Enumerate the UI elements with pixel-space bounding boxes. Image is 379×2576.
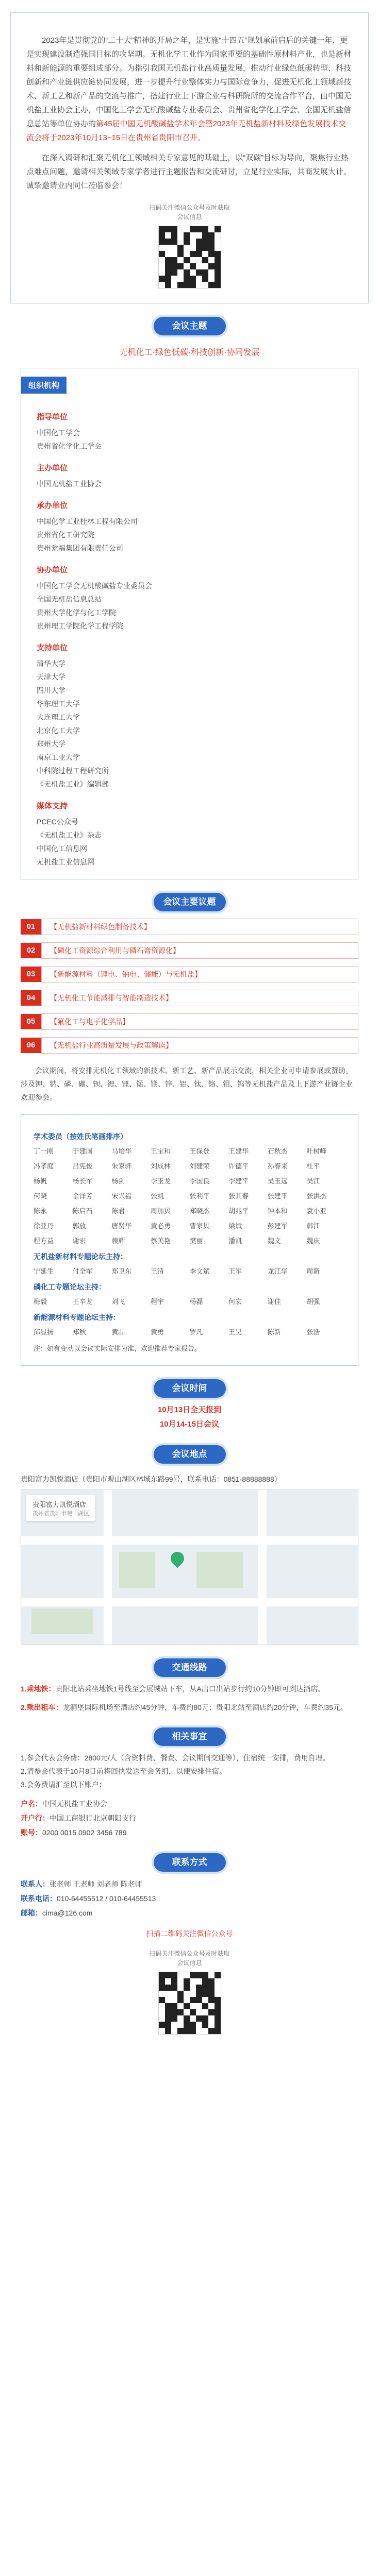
section-title-org: 组织机构: [21, 377, 67, 394]
expert-name: 谢佳: [267, 1298, 281, 1306]
expert-name: 张建平: [267, 1192, 288, 1200]
expert-name: 杨帆: [34, 1177, 47, 1185]
contact-list: [21, 1877, 358, 1920]
expert-name: 陈新: [267, 1328, 281, 1336]
org-item: 清华大学: [37, 659, 65, 668]
traffic-list: [0, 1682, 379, 1714]
org-item: 中国化工学会: [37, 429, 80, 437]
footer-qr-caption: 扫码关注微信公众号及时获取会议信息: [149, 1950, 230, 1967]
expert-name: 程方益: [34, 1237, 54, 1245]
location-map[interactable]: [21, 1489, 358, 1645]
org-item: 全国无机盐信息总站: [37, 595, 102, 603]
fee-item: 2.请参会代表于10月8日前将回执发送至会务组，以便安排住宿。: [21, 1767, 227, 1775]
topic-number: 06: [21, 1038, 41, 1053]
fee-list: [21, 1751, 358, 1791]
topics-list: [0, 919, 379, 1054]
org-item: 贵州省化学化工学会: [37, 442, 102, 450]
traffic-label: 1.乘地铁：: [21, 1685, 56, 1693]
map-road: [104, 1490, 112, 1645]
expert-name: 丁一刚: [34, 1147, 54, 1155]
expert-name: 张凯: [150, 1192, 164, 1200]
expert-name: 黄晶: [111, 1328, 125, 1336]
experts-foot: 注：如有变动以会议实际安排为准，欢迎推荐专家报告。: [34, 1345, 202, 1352]
fee-item: 1.参会代表会务费：2800元/人（含资料费、餐费、会议期间交通等），住宿统一安排，费用自理。: [21, 1754, 330, 1762]
expert-name: 赖辉: [111, 1237, 125, 1245]
expert-name: 徐亚丹: [34, 1222, 54, 1230]
qr-code-icon: [158, 226, 221, 289]
expert-name: 马培华: [111, 1147, 132, 1155]
expert-name: 宁延生: [34, 1267, 54, 1275]
expert-name: 吴玉远: [267, 1177, 288, 1185]
traffic-item: [21, 1701, 358, 1714]
expert-name: 罗凡: [189, 1328, 203, 1336]
contact-row: [21, 1906, 358, 1920]
expert-name: 吴江: [306, 1177, 320, 1185]
contact-label: 联系人：: [21, 1880, 50, 1888]
org-item: 南京工业大学: [37, 753, 80, 761]
org-item: 华东理工大学: [37, 700, 80, 708]
org-group-head: 指导单位: [37, 413, 68, 421]
org-group-head: 承办单位: [37, 501, 68, 510]
expert-name: 叶树峰: [306, 1147, 327, 1155]
experts-group-head: 无机盐新材料专题论坛主持：: [34, 1252, 127, 1261]
topic-text: 【无机化工节能减排与智能制造技术】: [41, 990, 358, 1006]
expert-name: 王保登: [189, 1147, 210, 1155]
expert-name: 梁斌: [228, 1222, 242, 1230]
expert-name: 胡兆平: [228, 1207, 249, 1215]
org-item: 大连理工大学: [37, 713, 80, 721]
expert-name: 李建平: [228, 1177, 249, 1185]
expert-name: 王军: [228, 1267, 242, 1275]
traffic-text: 贵阳北站乘坐地铁1号线至会展城站下车，从A出口出站步行约10分钟即可到达酒店。: [55, 1685, 325, 1693]
bank-list: [21, 1797, 358, 1840]
qr-code-icon: [158, 1972, 221, 2035]
section-title-topics: 会议主要议题: [154, 893, 226, 911]
expert-name: 杨磊: [189, 1298, 203, 1306]
map-road: [258, 1490, 267, 1645]
expert-name: 袁小亚: [306, 1207, 327, 1215]
topic-number: 02: [21, 943, 41, 958]
expert-name: 于建国: [72, 1147, 93, 1155]
traffic-item: [21, 1682, 358, 1696]
expert-name: 谢宏: [72, 1237, 86, 1245]
expert-name: 刘飞: [111, 1298, 125, 1306]
expert-name: 杜平: [306, 1162, 320, 1170]
location-text: 贵阳富力凯悦酒店（贵阳市观山湖区林城东路99号，联系电话：0851-88888888）: [21, 1475, 282, 1483]
expert-name: 潘凯: [228, 1237, 242, 1245]
section-title-traffic: 交通线路: [154, 1658, 226, 1677]
expert-name: 许德平: [228, 1162, 249, 1170]
expert-name: 曹家贝: [189, 1222, 210, 1230]
expert-name: 钟本和: [267, 1207, 288, 1215]
expert-name: 孙春来: [267, 1162, 288, 1170]
bank-row: [21, 1797, 358, 1811]
org-box: [21, 368, 358, 879]
expert-name: 黄必勇: [150, 1222, 171, 1230]
org-item: 贵州大学化学与化工学院: [37, 608, 116, 617]
expert-name: 杨剑: [111, 1177, 125, 1185]
contact-value[interactable]: cima@126.com: [42, 1909, 93, 1917]
topic-row: [21, 990, 358, 1006]
bank-row: [21, 1825, 358, 1840]
org-item: 中国无机盐工业协会: [37, 480, 102, 488]
expert-name: 李玉龙: [150, 1177, 171, 1185]
org-item: 无机盐工业信息网: [37, 858, 94, 866]
time-line-1: 10月13日全天报到: [157, 1405, 222, 1414]
org-group-head: 媒体支持: [37, 802, 68, 810]
intro-paragraph-2: 在深入调研和汇聚无机化工领域相关专家意见的基础上，以“双碳”目标为导向，聚焦行业热点难点问题，邀请相关领域专家学者进行主题报告和交流研讨，立足行业实际，共商发展大计。诚挚邀请业内同仁莅临参会！: [26, 154, 352, 190]
org-group-head: 主办单位: [37, 464, 68, 472]
experts-groups: [34, 1251, 345, 1336]
map-block: [31, 1608, 93, 1634]
time-line-2: 10月14-15日会议: [159, 1420, 220, 1429]
experts-group-head: 磷化工专题论坛主持：: [34, 1283, 106, 1291]
traffic-label: 2.乘出租车：: [21, 1703, 63, 1711]
experts-grid: [34, 1146, 345, 1245]
topic-number: 04: [21, 990, 41, 1006]
map-place-sub: 贵州省贵阳市观山湖区: [32, 1511, 89, 1517]
contact-value: 010-64455512 / 010-64455513: [57, 1894, 156, 1903]
section-title-time: 会议时间: [154, 1379, 226, 1398]
topic-row: [21, 919, 358, 935]
topic-number: 03: [21, 967, 41, 982]
expert-name: 何晓: [34, 1192, 47, 1200]
expert-name: 张洪杰: [306, 1192, 327, 1200]
map-block: [196, 1552, 243, 1588]
map-block: [119, 1552, 155, 1588]
org-item: 《无机盐工业》编辑部: [37, 780, 109, 788]
topic-row: [21, 1013, 358, 1030]
org-item: 《无机盐工业》杂志: [37, 831, 102, 839]
topic-text: 【新能源材料（锂电、钠电、储能）与无机盐】: [41, 966, 358, 982]
section-title-fee: 相关事宜: [154, 1727, 226, 1746]
section-title-theme: 会议主题: [154, 317, 226, 335]
expert-name: 周新: [306, 1267, 320, 1275]
expert-name: 吕宪俊: [72, 1162, 93, 1170]
expert-name: 郭放: [72, 1222, 86, 1230]
scan-line: 扫描二维码关注微信公众号: [146, 1929, 233, 1938]
org-item: 中国化工信息网: [37, 844, 87, 853]
page: [0, 12, 379, 2059]
topic-text: 【无机盐新材料绿色制备技术】: [41, 919, 358, 935]
topic-row: [21, 966, 358, 982]
expert-name: 程宇: [150, 1298, 164, 1306]
expert-name: 唐贤华: [111, 1222, 132, 1230]
expert-name: 张利平: [189, 1192, 210, 1200]
expert-name: 胡强: [306, 1298, 320, 1306]
expert-name: 郑秋: [72, 1328, 86, 1336]
expert-name: 樊丽: [189, 1237, 203, 1245]
contact-label: 邮箱：: [21, 1909, 42, 1917]
bank-row: [21, 1811, 358, 1825]
experts-group-grid: [34, 1266, 345, 1276]
bank-value: 中国工商银行北京朝阳支行: [50, 1814, 136, 1822]
topic-text: 【氟化工与电子化学品】: [41, 1013, 358, 1030]
expert-name: 李国良: [189, 1177, 210, 1185]
org-item: 中科院过程工程研究所: [37, 767, 109, 775]
map-pin-icon[interactable]: [168, 1549, 187, 1568]
bank-label: 开户行：: [21, 1814, 50, 1822]
map-road: [21, 1598, 358, 1606]
expert-name: 刘建荣: [189, 1162, 210, 1170]
expert-name: 彭建军: [267, 1222, 288, 1230]
topic-row: [21, 1037, 358, 1054]
expert-name: 龙江华: [267, 1267, 288, 1275]
org-item: 郑州大学: [37, 740, 65, 748]
topic-text: 【无机盐行业高质量发展与政策解读】: [41, 1037, 358, 1054]
intro-qr-caption: 扫码关注微信公众号及时获取会议信息: [149, 204, 230, 221]
contact-label: 联系电话：: [21, 1894, 57, 1903]
expert-name: 郑卫东: [111, 1267, 132, 1275]
expert-name: 冯孝庭: [34, 1162, 54, 1170]
section-title-contact: 联系方式: [154, 1853, 226, 1872]
org-item: 贵州省化工研究院: [37, 531, 94, 539]
experts-box: [21, 1114, 358, 1366]
expert-name: 周加贝: [150, 1207, 171, 1215]
contact-row: [21, 1877, 358, 1891]
theme-text: 无机化工·绿色低碳·科技创新·协同发展: [119, 348, 260, 357]
experts-group-grid: [34, 1296, 345, 1306]
expert-name: 张其春: [228, 1192, 249, 1200]
bank-label: 账号：: [21, 1828, 42, 1837]
intro-qr-block: [149, 203, 231, 289]
fee-item: 3.会务费请汇至以下账户：: [21, 1781, 106, 1789]
expert-name: 陈君: [111, 1207, 125, 1215]
intro-paragraph-1: 2023年是贯彻党的“二十大”精神的开局之年，是实施“十四五”规划承前启后的关键一年，更是实现建设制造强国目标的攻坚期。无机化学工业作为国家重要的基础性原材料产业，也是新材料和新能源的重要组成部分。为指引我国无机盐行业高质量发展，推动行业绿色低碳转型、科技创新和产业链供应链协同发展，进一步提升行业整体实力与国际竞争力，促进无机化工领域新技术、新工艺和新产品的交流与推广，搭建行业上下游企业与科研院所的交流合作平台，由中国无机盐工业协会主办，中国化工学会无机酸碱盐专业委员会、贵州省化学化工学会、全国无机盐信息总站等单位协办的第45届中国无机酸碱盐学术年会暨2023年无机盐新材料及绿色发展技术交流会将于2023年10月13~15日在贵州省贵阳市召开。: [26, 36, 352, 142]
footer-qr-block: [149, 1949, 231, 2059]
org-item: 四川大学: [37, 686, 65, 694]
expert-name: 付全军: [72, 1267, 93, 1275]
intro-highlight: 第45届中国无机酸碱盐学术年会暨2023年无机盐新材料及绿色发展技术交流会将于2023年10月13~15日在贵州省贵阳市召开。: [26, 120, 347, 142]
expert-name: 魏文: [267, 1237, 281, 1245]
contact-value: 张老师 王老师 刘老师 陈老师: [50, 1880, 142, 1888]
traffic-text: 龙洞堡国际机场至酒店约45分钟，车费约80元；贵阳北站至酒店约20分钟，车费约35元。: [62, 1703, 348, 1711]
org-item: PCEC公众号: [37, 818, 78, 826]
expert-name: 黄勇: [150, 1328, 164, 1336]
expert-name: 王昊: [228, 1328, 242, 1336]
org-item: 天津大学: [37, 673, 65, 681]
expert-name: 杨长军: [72, 1177, 93, 1185]
expert-name: 王清: [150, 1267, 164, 1275]
intro-frame: [10, 12, 369, 303]
expert-name: 石秋杰: [267, 1147, 288, 1155]
expert-name: 何宏: [228, 1298, 242, 1306]
expert-name: 李文斌: [189, 1267, 210, 1275]
expert-name: 余泽芳: [72, 1192, 93, 1200]
topic-text: 【磷化工资源综合利用与磷石膏资源化】: [41, 942, 358, 959]
expert-name: 王辛龙: [72, 1298, 93, 1306]
expert-name: 陈永: [34, 1207, 47, 1215]
topics-note: 会议期间，将安排无机化工领域的新技术、新工艺、新产品展示交流，相关企业可申请参展或赞助。涉及钾、钠、磷、硼、钡、锶、锂、锰、镁、锌、铝、钛、铬、钼、钨等无机盐产品及上下游产业链企业欢迎参会。: [21, 1066, 353, 1101]
section-title-location: 会议地点: [154, 1445, 226, 1464]
topic-row: [21, 942, 358, 959]
experts-group-head: 新能源材料专题论坛主持：: [34, 1313, 120, 1321]
contact-row: [21, 1891, 358, 1906]
org-list: [37, 411, 342, 869]
expert-name: 魏庆: [306, 1237, 320, 1245]
map-place-name: 贵阳富力凯悦酒店: [32, 1501, 87, 1509]
expert-name: 朱家骅: [111, 1162, 132, 1170]
expert-name: 梅毅: [34, 1298, 47, 1306]
expert-name: 王建华: [228, 1147, 249, 1155]
org-group-head: 支持单位: [37, 643, 68, 652]
topic-number: 01: [21, 919, 41, 935]
expert-name: 刘成林: [150, 1162, 171, 1170]
expert-name: 邱显扬: [34, 1328, 54, 1336]
expert-name: 郑晓杰: [189, 1207, 210, 1215]
org-item: 贵州瓮福集团有限责任公司: [37, 544, 123, 552]
org-item: 贵州理工学院化学工程学院: [37, 622, 123, 630]
org-group-head: 协办单位: [37, 566, 68, 574]
expert-name: 陈启石: [72, 1207, 93, 1215]
org-item: 北京化工大学: [37, 726, 80, 735]
experts-group-grid: [34, 1327, 345, 1336]
bank-label: 户名：: [21, 1800, 42, 1808]
expert-name: 蔡美艳: [150, 1237, 171, 1245]
expert-name: 韩江: [306, 1222, 320, 1230]
org-item: 中国化工学会无机酸碱盐专业委员会: [37, 582, 152, 590]
org-item: 中国化学工业桂林工程有限公司: [37, 517, 138, 526]
map-road: [21, 1536, 358, 1545]
expert-name: 宋兴福: [111, 1192, 132, 1200]
experts-head: 学术委员（按姓氏笔画排序）: [34, 1132, 127, 1141]
topic-number: 05: [21, 1014, 41, 1029]
expert-name: 张浩: [306, 1328, 320, 1336]
bank-value: 0200 0015 0902 3456 789: [42, 1828, 127, 1837]
expert-name: 王宝和: [150, 1147, 171, 1155]
map-card: [26, 1495, 95, 1521]
bank-value: 中国无机盐工业协会: [42, 1800, 107, 1808]
